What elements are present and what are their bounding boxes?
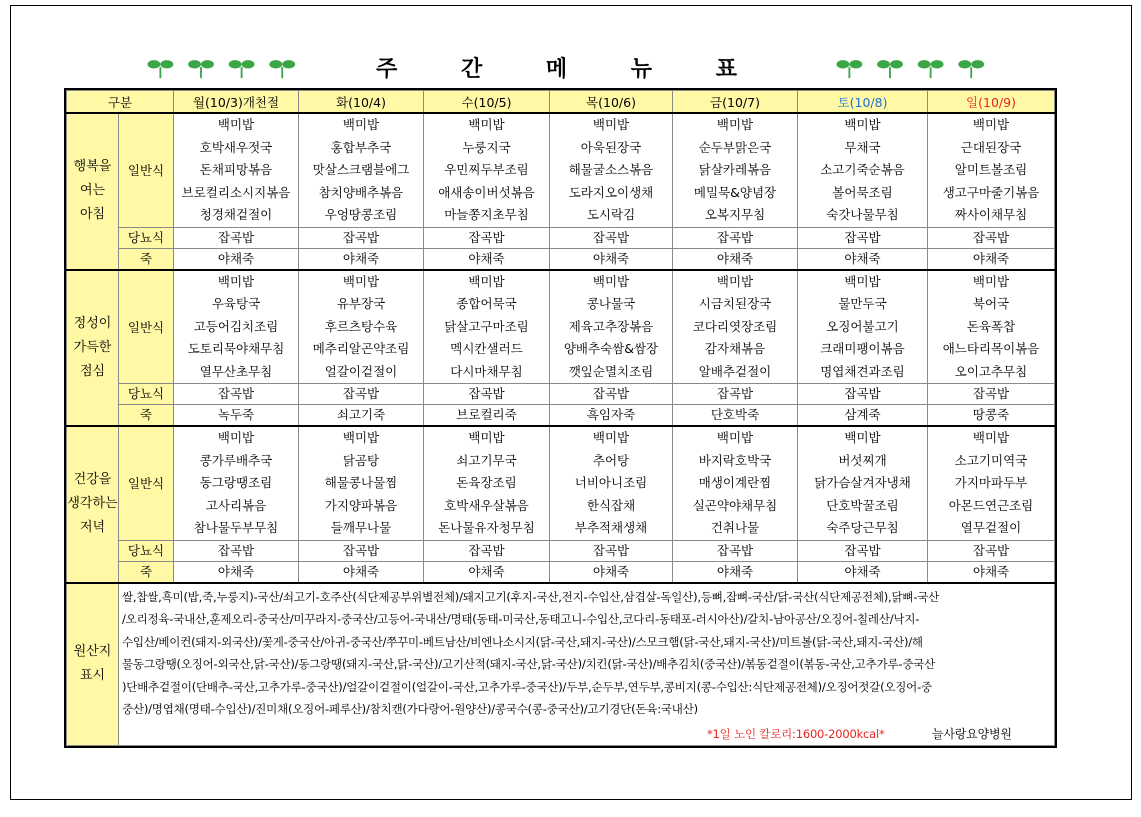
menu-item: 가지양파볶음 <box>324 497 398 513</box>
menu-item: 가지마파두부 <box>954 475 1028 490</box>
menu-item: 마늘쫑지초무침 <box>444 207 529 222</box>
calorie-note: *1일 노인 칼로리:1600-2000kcal* <box>707 727 885 742</box>
meal-label-line: 행복을 <box>73 159 112 175</box>
menu-cell <box>299 270 424 384</box>
menu-item: 아욱된장국 <box>580 139 642 155</box>
menu-item: 추어탕 <box>592 452 630 468</box>
menu-item: 볼어묵조림 <box>832 184 893 200</box>
dinner-general-row <box>67 426 1055 540</box>
menu-item: 백미밥 <box>972 117 1010 132</box>
origin-row <box>67 583 1055 746</box>
menu-item: 참치양배추볶음 <box>318 184 404 200</box>
day-header: 목(10/6) <box>550 91 673 114</box>
menu-item: 백미밥 <box>972 273 1010 289</box>
day-header-saturday: 토(10/8) <box>798 91 928 114</box>
page-title: 주 간 메 뉴 표 <box>376 57 765 82</box>
menu-item: 제육고추장볶음 <box>568 318 654 334</box>
sub-label-diabetic: 당뇨식 <box>119 540 174 561</box>
menu-item: 쇠고기무국 <box>456 452 517 468</box>
menu-item: 맛살스크램블에그 <box>312 162 410 177</box>
sprout-decoration-right <box>829 56 999 80</box>
menu-cell: 땅콩죽 <box>928 405 1055 427</box>
menu-item: 돈육폭찹 <box>966 318 1016 334</box>
menu-cell: 야채죽 <box>550 248 673 270</box>
menu-cell <box>424 113 550 227</box>
meal-label-line: 저녁 <box>79 520 106 536</box>
menu-cell: 잡곡밥 <box>550 384 673 405</box>
menu-item: 도토리묵야채무침 <box>187 341 285 356</box>
menu-item: 오징어불고기 <box>826 318 899 334</box>
meal-label-line: 아침 <box>79 207 106 223</box>
sub-label-general: 일반식 <box>119 270 174 384</box>
breakfast-general-row <box>67 113 1055 227</box>
menu-item: 백미밥 <box>592 273 630 289</box>
menu-item: 백미밥 <box>468 430 505 445</box>
menu-cell: 야채죽 <box>174 248 299 270</box>
menu-item: 얼갈이겉절이 <box>324 363 398 379</box>
day-header-sunday: 일(10/9) <box>928 91 1055 114</box>
origin-label-line: 원산지 <box>73 644 112 660</box>
menu-cell <box>673 113 798 227</box>
menu-item: 백미밥 <box>217 117 255 132</box>
menu-item: 닭살고구마조림 <box>444 318 529 334</box>
origin-line: 쌀,찹쌀,흑미(밥,죽,누룽지)-국산/쇠고기-호주산(식단제공부위별전체)/돼지고기(후지-국산,전지-수입산,삼겹살-독일산),등뼈,잡뼈-국산/닭-국산(식단제공전체),닭뼈-국산 <box>122 589 940 604</box>
menu-item: 순두부맑은국 <box>698 139 772 155</box>
menu-item: 실곤약야채무침 <box>692 497 778 513</box>
menu-cell <box>673 426 798 540</box>
menu-item: 근대된장국 <box>960 139 1022 155</box>
menu-cell: 단호박죽 <box>673 405 798 427</box>
origin-line: /오리정육-국내산,훈제오리-중국산/미꾸라지-중국산/고등어-국내산/명태(동태-미국산,동태고니-수입산,코다리-동태포-러시아산)/갈치-남아공산/오징어-칠레산/낙지- <box>122 612 920 627</box>
header-row <box>67 91 1055 114</box>
sub-label-jook: 죽 <box>119 561 174 583</box>
sprout-icon <box>958 60 984 78</box>
menu-cell <box>798 270 928 384</box>
menu-item: 아몬드연근조림 <box>948 497 1034 513</box>
menu-item: 후르츠탕수육 <box>324 318 398 334</box>
menu-cell: 잡곡밥 <box>798 540 928 561</box>
sub-label-jook: 죽 <box>119 248 174 270</box>
menu-item: 백미밥 <box>342 117 380 132</box>
menu-cell: 잡곡밥 <box>673 227 798 248</box>
menu-item: 시금치된장국 <box>698 296 772 311</box>
meal-label-dinner <box>67 426 119 583</box>
menu-item: 코다리엿장조림 <box>692 318 778 334</box>
meal-label-lunch <box>67 270 119 427</box>
menu-item: 백미밥 <box>592 117 630 132</box>
menu-item: 종합어묵국 <box>456 296 517 311</box>
meal-label-line: 건강을 <box>73 472 112 488</box>
menu-item: 백미밥 <box>972 430 1010 445</box>
sub-label-jook: 죽 <box>119 405 174 427</box>
menu-item: 메밀묵&양념장 <box>693 184 777 200</box>
menu-item: 명엽채견과조림 <box>820 363 905 379</box>
menu-cell <box>798 426 928 540</box>
menu-item: 백미밥 <box>716 430 754 445</box>
lunch-diabetic-row <box>67 384 1055 405</box>
lunch-jook-row <box>67 405 1055 427</box>
menu-item: 우육탕국 <box>211 296 261 311</box>
menu-cell: 녹두죽 <box>174 405 299 427</box>
menu-item: 물만두국 <box>838 296 887 311</box>
menu-item: 백미밥 <box>342 430 380 445</box>
menu-item: 백미밥 <box>716 117 754 132</box>
menu-item: 닭가슴살겨자냉채 <box>814 475 911 490</box>
menu-item: 고사리볶음 <box>205 497 267 513</box>
menu-cell <box>424 426 550 540</box>
menu-item: 누룽지국 <box>462 139 511 155</box>
menu-item: 동그랑땡조림 <box>199 475 273 490</box>
menu-item: 호박새우젓국 <box>199 139 273 155</box>
menu-item: 백미밥 <box>844 430 881 445</box>
menu-item: 백미밥 <box>844 117 881 132</box>
menu-cell: 야채죽 <box>299 561 424 583</box>
menu-item: 백미밥 <box>468 117 505 132</box>
breakfast-diabetic-row <box>67 227 1055 248</box>
menu-cell: 흑임자죽 <box>550 405 673 427</box>
menu-cell <box>673 270 798 384</box>
origin-line: )단배추겉절이(단배추-국산,고추가루-중국산)/얼갈이겉절이(얼갈이-국산,고추가루-중국산)/두부,순두부,연두부,콩비지(콩-수입산:식단제공전체)/오징어젓갈(오징어-중 <box>122 679 932 694</box>
menu-item: 오복지무침 <box>704 207 766 222</box>
menu-item: 숙주당근무침 <box>826 520 899 535</box>
menu-cell: 야채죽 <box>673 248 798 270</box>
menu-cell: 야채죽 <box>673 561 798 583</box>
menu-item: 청경채겉절이 <box>199 207 273 222</box>
meal-label-line: 가득한 <box>73 339 112 355</box>
meal-label-line: 여는 <box>79 183 106 199</box>
menu-cell: 잡곡밥 <box>928 227 1055 248</box>
origin-line: 중산)/명엽채(명태-수입산)/진미채(오징어-페루산)/참치캔(가다랑어-원양산)/콩국수(콩-중국산)/고기경단(돈육:국내산) <box>122 702 698 717</box>
menu-item: 돈나물유자청무침 <box>438 520 535 535</box>
weekly-menu-table <box>66 90 1055 746</box>
menu-cell: 야채죽 <box>174 561 299 583</box>
menu-item: 해물굴소스볶음 <box>568 162 654 177</box>
menu-item: 메추리알곤약조림 <box>312 341 410 356</box>
menu-cell: 잡곡밥 <box>424 540 550 561</box>
menu-cell: 잡곡밥 <box>798 227 928 248</box>
menu-cell <box>798 113 928 227</box>
menu-cell: 잡곡밥 <box>174 540 299 561</box>
menu-item: 소고기죽순볶음 <box>820 162 905 177</box>
menu-cell <box>299 426 424 540</box>
menu-item: 크래미팽이볶음 <box>820 341 905 356</box>
menu-cell: 잡곡밥 <box>673 384 798 405</box>
menu-item: 다시마채무침 <box>450 363 523 379</box>
menu-cell <box>299 113 424 227</box>
menu-cell: 쇠고기죽 <box>299 405 424 427</box>
menu-cell: 야채죽 <box>798 561 928 583</box>
menu-cell: 야채죽 <box>928 248 1055 270</box>
menu-item: 도시락김 <box>586 207 636 222</box>
menu-cell: 잡곡밥 <box>424 384 550 405</box>
menu-item: 짜사이채무침 <box>954 207 1028 222</box>
meal-label-line: 점심 <box>79 363 106 379</box>
menu-item: 알미트볼조림 <box>954 162 1028 177</box>
hospital-name: 늘사랑요양병원 <box>932 727 1012 742</box>
menu-item: 백미밥 <box>844 273 881 289</box>
lunch-general-row <box>67 270 1055 384</box>
menu-item: 해물콩나물찜 <box>324 475 398 490</box>
menu-cell <box>550 426 673 540</box>
menu-item: 매생이계란찜 <box>698 475 772 490</box>
menu-item: 애느타리목이볶음 <box>942 341 1040 356</box>
menu-item: 단호박꿀조림 <box>826 497 899 513</box>
menu-item: 멕시칸샐러드 <box>450 341 523 356</box>
day-header: 금(10/7) <box>673 91 798 114</box>
menu-item: 유부장국 <box>336 296 386 311</box>
meal-label-breakfast <box>67 113 119 270</box>
sub-label-general: 일반식 <box>119 113 174 227</box>
menu-cell: 잡곡밥 <box>928 384 1055 405</box>
menu-cell: 잡곡밥 <box>299 227 424 248</box>
menu-cell: 잡곡밥 <box>550 227 673 248</box>
menu-item: 참나물두부무침 <box>193 520 279 535</box>
menu-cell: 잡곡밥 <box>424 227 550 248</box>
menu-item: 닭살카레볶음 <box>698 162 772 177</box>
menu-cell <box>928 270 1055 384</box>
menu-item: 닭곰탕 <box>342 452 380 468</box>
menu-item: 오이고추무침 <box>954 363 1028 379</box>
menu-item: 우엉땅콩조림 <box>324 207 398 222</box>
origin-line: 물동그랑땡(오징어-외국산,닭-국산)/동그랑땡(돼지-국산,닭-국산)/고기산적(돼지-국산,닭-국산)/치킨(닭-국산)/배추김치(중국산)/볶동겉절이(볶동-국산,고추가루-중국산 <box>122 657 936 672</box>
menu-item: 부추적채생채 <box>574 520 648 535</box>
menu-cell: 야채죽 <box>798 248 928 270</box>
menu-item: 열무겉절이 <box>960 520 1022 535</box>
menu-item: 소고기미역국 <box>954 452 1028 468</box>
menu-cell <box>550 113 673 227</box>
menu-cell <box>928 113 1055 227</box>
menu-item: 감자채볶음 <box>704 341 766 356</box>
origin-footer <box>122 721 1050 745</box>
sub-label-general: 일반식 <box>119 426 174 540</box>
menu-item: 백미밥 <box>217 273 255 289</box>
origin-line: 수입산/베이컨(돼지-외국산)/꽃게-중국산/아귀-중국산/쭈꾸미-베트남산/비엔나소시지(닭-국산,돼지-국산)/스모크햄(닭-국산,돼지-국산)/미트볼(닭-국산,돼지-국산)/해 <box>122 634 923 649</box>
origin-label-line: 표시 <box>79 668 106 684</box>
menu-cell: 잡곡밥 <box>174 384 299 405</box>
menu-item: 무채국 <box>844 139 881 155</box>
menu-item: 백미밥 <box>217 430 255 445</box>
menu-item: 브로컬리소시지볶음 <box>181 184 291 200</box>
menu-item: 북어국 <box>972 296 1010 311</box>
menu-item: 알배추겉절이 <box>698 363 772 379</box>
menu-item: 백미밥 <box>468 273 505 289</box>
menu-item: 백미밥 <box>342 273 380 289</box>
menu-item: 호박새우살볶음 <box>444 497 529 513</box>
menu-item: 너비아니조림 <box>574 475 648 490</box>
menu-cell <box>174 270 299 384</box>
menu-cell: 잡곡밥 <box>174 227 299 248</box>
sub-label-diabetic: 당뇨식 <box>119 384 174 405</box>
menu-cell: 야채죽 <box>424 248 550 270</box>
menu-cell: 잡곡밥 <box>798 384 928 405</box>
sprout-icon <box>877 60 903 78</box>
menu-item: 백미밥 <box>716 273 754 289</box>
breakfast-jook-row <box>67 248 1055 270</box>
menu-cell <box>424 270 550 384</box>
menu-item: 생고구마줄기볶음 <box>942 184 1040 200</box>
day-header: 수(10/5) <box>424 91 550 114</box>
menu-cell: 잡곡밥 <box>928 540 1055 561</box>
menu-cell: 잡곡밥 <box>299 540 424 561</box>
sprout-icon <box>836 60 862 78</box>
menu-cell <box>174 426 299 540</box>
menu-item: 깻잎순멸치조림 <box>568 363 654 379</box>
menu-item: 돈육장조림 <box>456 475 517 490</box>
menu-cell: 야채죽 <box>928 561 1055 583</box>
menu-cell: 잡곡밥 <box>299 384 424 405</box>
menu-item: 콩나물국 <box>586 296 636 311</box>
menu-item: 홍합부추국 <box>330 139 392 155</box>
menu-item: 건취나물 <box>710 520 760 535</box>
menu-item: 열무산초무침 <box>199 363 273 379</box>
menu-item: 버섯찌개 <box>838 452 887 468</box>
menu-item: 바지락호박국 <box>698 452 772 468</box>
menu-item: 애새송이버섯볶음 <box>438 184 535 200</box>
menu-cell: 삼계죽 <box>798 405 928 427</box>
menu-item: 콩가루배추국 <box>199 452 273 468</box>
day-header: 화(10/4) <box>299 91 424 114</box>
menu-cell: 야채죽 <box>299 248 424 270</box>
menu-item: 고등어김치조림 <box>193 318 279 334</box>
meal-label-line: 생각하는 <box>67 496 118 512</box>
menu-cell: 야채죽 <box>550 561 673 583</box>
menu-item: 들깨무나물 <box>330 520 392 535</box>
sub-label-diabetic: 당뇨식 <box>119 227 174 248</box>
menu-cell: 야채죽 <box>424 561 550 583</box>
menu-cell <box>550 270 673 384</box>
sprout-icon <box>918 60 944 78</box>
menu-item: 한식잡채 <box>586 497 636 513</box>
menu-cell: 잡곡밥 <box>550 540 673 561</box>
menu-cell <box>174 113 299 227</box>
dinner-diabetic-row <box>67 540 1055 561</box>
menu-cell <box>928 426 1055 540</box>
meal-label-line: 정성이 <box>73 315 112 331</box>
menu-item: 도라지오이생채 <box>568 184 654 200</box>
menu-cell: 브로컬리죽 <box>424 405 550 427</box>
origin-label <box>67 583 119 746</box>
menu-item: 우민찌두부조림 <box>444 162 529 177</box>
menu-item: 백미밥 <box>592 430 630 445</box>
menu-item: 양배추숙쌈&쌈장 <box>563 341 659 356</box>
origin-text <box>119 583 1055 746</box>
menu-item: 돈채피망볶음 <box>199 162 273 177</box>
menu-item: 숙갓나물무침 <box>826 207 899 222</box>
dinner-jook-row <box>67 561 1055 583</box>
day-header: 월(10/3)개천절 <box>174 91 299 114</box>
menu-cell: 잡곡밥 <box>673 540 798 561</box>
header-corner: 구분 <box>67 91 174 114</box>
